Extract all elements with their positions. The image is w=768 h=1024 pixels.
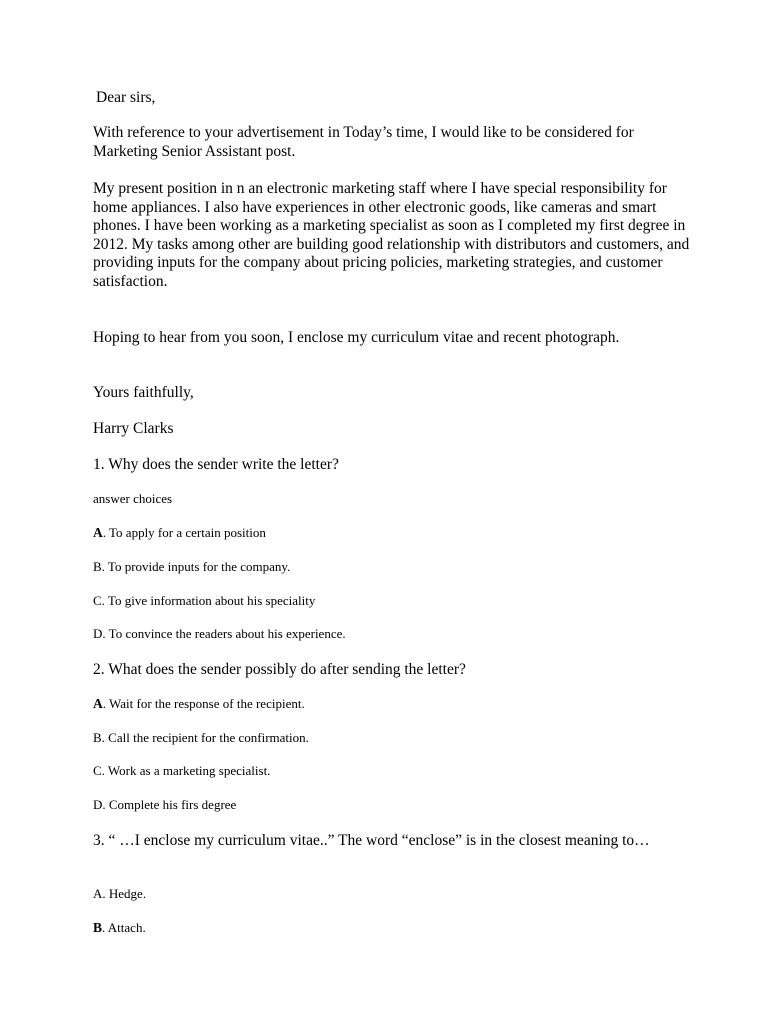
letter-signature: Harry Clarks bbox=[93, 420, 174, 437]
question-2-option-d bbox=[93, 797, 693, 813]
option-text: . Call the recipient for the confirmation. bbox=[101, 730, 309, 745]
option-text: . To apply for a certain position bbox=[102, 525, 266, 540]
option-text: . Wait for the response of the recipient. bbox=[102, 696, 305, 711]
option-text: . Attach. bbox=[102, 920, 146, 935]
option-letter: A bbox=[93, 525, 103, 540]
letter-paragraph-1: With reference to your advertisement in Today’s time, I would like to be considered for Marketing Senior Assistant post. bbox=[93, 124, 634, 160]
option-letter: D bbox=[93, 626, 103, 641]
question-1-text: 1. Why does the sender write the letter? bbox=[93, 456, 339, 473]
question-3-option-a bbox=[93, 886, 693, 902]
option-letter: C bbox=[93, 763, 102, 778]
question-1-option-a bbox=[93, 525, 693, 541]
letter-paragraph-3: Hoping to hear from you soon, I enclose my curriculum vitae and recent photograph. bbox=[93, 329, 620, 346]
option-letter: C bbox=[93, 593, 102, 608]
question-2-text: 2. What does the sender possibly do after sending the letter? bbox=[93, 661, 466, 678]
question-1-option-b bbox=[93, 559, 693, 575]
option-text: . Complete his firs degree bbox=[102, 797, 237, 812]
letter-paragraph-2: My present position in n an electronic marketing staff where I have special responsibility for home appliances. I also have experiences in other electronic goods, like cameras and smart phones. I have been working as a marketing specialist as soon as I completed my first degree in 2012. My tasks among other are building good relationship with distributors and customers, and providing inputs for the company about pricing policies, marketing strategies, and customer satisfaction. bbox=[93, 180, 690, 290]
option-letter: D bbox=[93, 797, 103, 812]
letter-salutation: Dear sirs, bbox=[96, 89, 156, 106]
question-3-text: 3. “ …I enclose my curriculum vitae..” The word “enclose” is in the closest meaning to… bbox=[93, 832, 650, 849]
option-text: . Work as a marketing specialist. bbox=[101, 763, 271, 778]
question-2-option-c bbox=[93, 763, 693, 779]
option-text: . To provide inputs for the company. bbox=[101, 559, 291, 574]
question-3-option-b bbox=[93, 920, 693, 936]
option-text: . To convince the readers about his experience. bbox=[102, 626, 346, 641]
answer-choices-label: answer choices bbox=[93, 491, 173, 506]
option-letter: A bbox=[93, 696, 103, 711]
letter-closing: Yours faithfully, bbox=[93, 384, 194, 401]
option-letter: A bbox=[93, 886, 103, 901]
question-1-option-d bbox=[93, 626, 693, 642]
option-letter: B bbox=[93, 730, 102, 745]
question-2-option-b bbox=[93, 730, 693, 746]
question-1-option-c bbox=[93, 593, 693, 609]
option-text: . To give information about his speciality bbox=[101, 593, 316, 608]
option-text: . Hedge. bbox=[102, 886, 147, 901]
option-letter: B bbox=[93, 559, 102, 574]
option-letter: B bbox=[93, 920, 103, 935]
question-2-option-a bbox=[93, 696, 693, 712]
